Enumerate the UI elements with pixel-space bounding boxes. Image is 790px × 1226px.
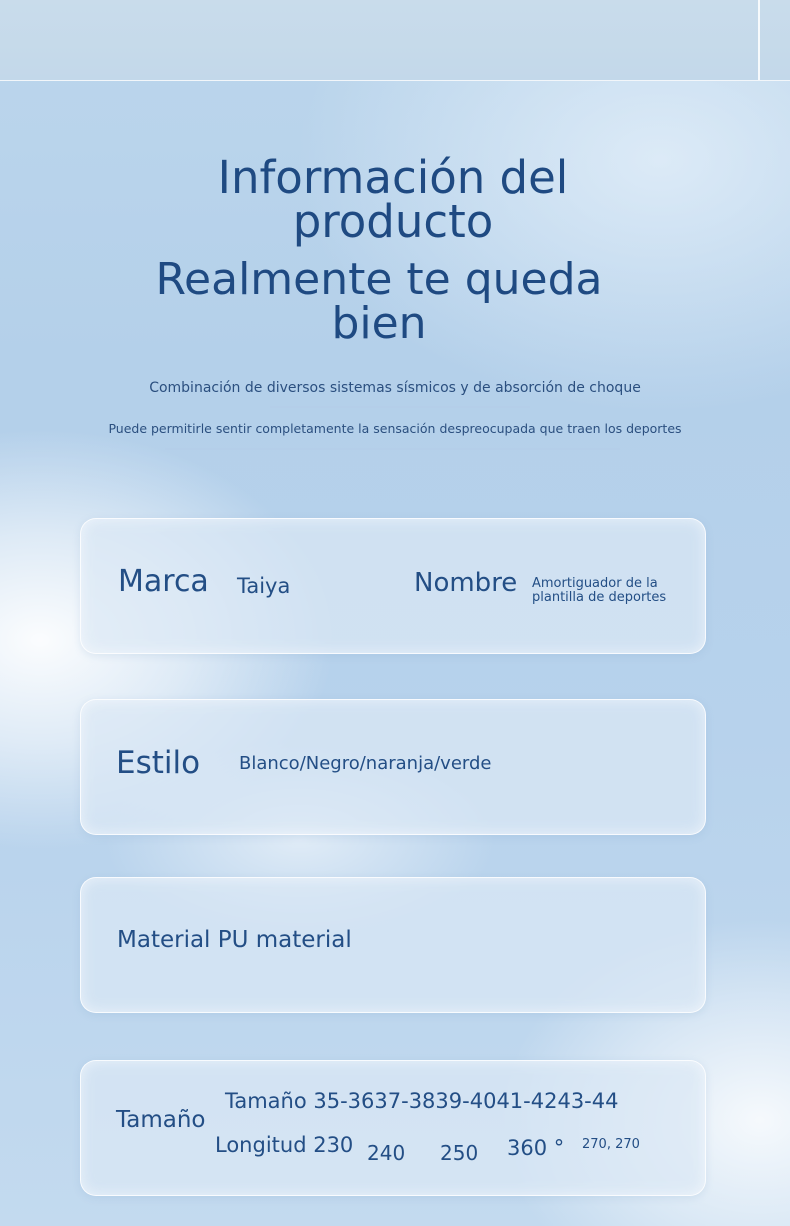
- page-title-line-2: producto: [292, 195, 494, 248]
- style-value: Blanco/Negro/naranja/verde: [239, 753, 492, 774]
- brand-label: Marca: [118, 564, 209, 599]
- page-title: [0, 151, 788, 248]
- page-title-line-1: Información del: [217, 151, 569, 204]
- tagline-2-underline: [165, 448, 620, 450]
- banner-divider: [758, 0, 760, 80]
- page-subtitle-line-2: bien: [331, 298, 427, 349]
- card-style: [80, 699, 706, 835]
- tagline-sports-feeling: Puede permitirle sentir completamente la sensación despreocupada que traen los deportes: [108, 421, 682, 436]
- material-label: Material PU material: [117, 927, 352, 953]
- length-value-250: 250: [440, 1141, 479, 1165]
- brand-value: Taiya: [237, 574, 291, 598]
- name-value-line-2: plantilla de deportes: [532, 590, 667, 605]
- card-size: [80, 1060, 706, 1196]
- length-value-240: 240: [367, 1141, 406, 1165]
- name-value-line-1: Amortiguador de la: [532, 576, 658, 591]
- length-label: Longitud 230: [215, 1133, 354, 1157]
- page-subtitle-line-1: Realmente te queda: [155, 254, 603, 305]
- length-value-360: 360 °: [507, 1136, 565, 1160]
- top-banner: [0, 0, 790, 81]
- tagline-shock-absorption: Combinación de diversos sistemas sísmicos y de absorción de choque: [149, 380, 641, 396]
- tagline-1-underline: [270, 406, 530, 408]
- size-label: Tamaño: [116, 1107, 206, 1133]
- length-value-270: 270, 270: [582, 1137, 640, 1152]
- card-brand: [80, 518, 706, 654]
- card-material: [80, 877, 706, 1013]
- size-range: Tamaño 35-3637-3839-4041-4243-44: [225, 1089, 619, 1113]
- style-label: Estilo: [116, 745, 201, 781]
- page-subtitle: [0, 254, 774, 349]
- name-label: Nombre: [414, 568, 518, 598]
